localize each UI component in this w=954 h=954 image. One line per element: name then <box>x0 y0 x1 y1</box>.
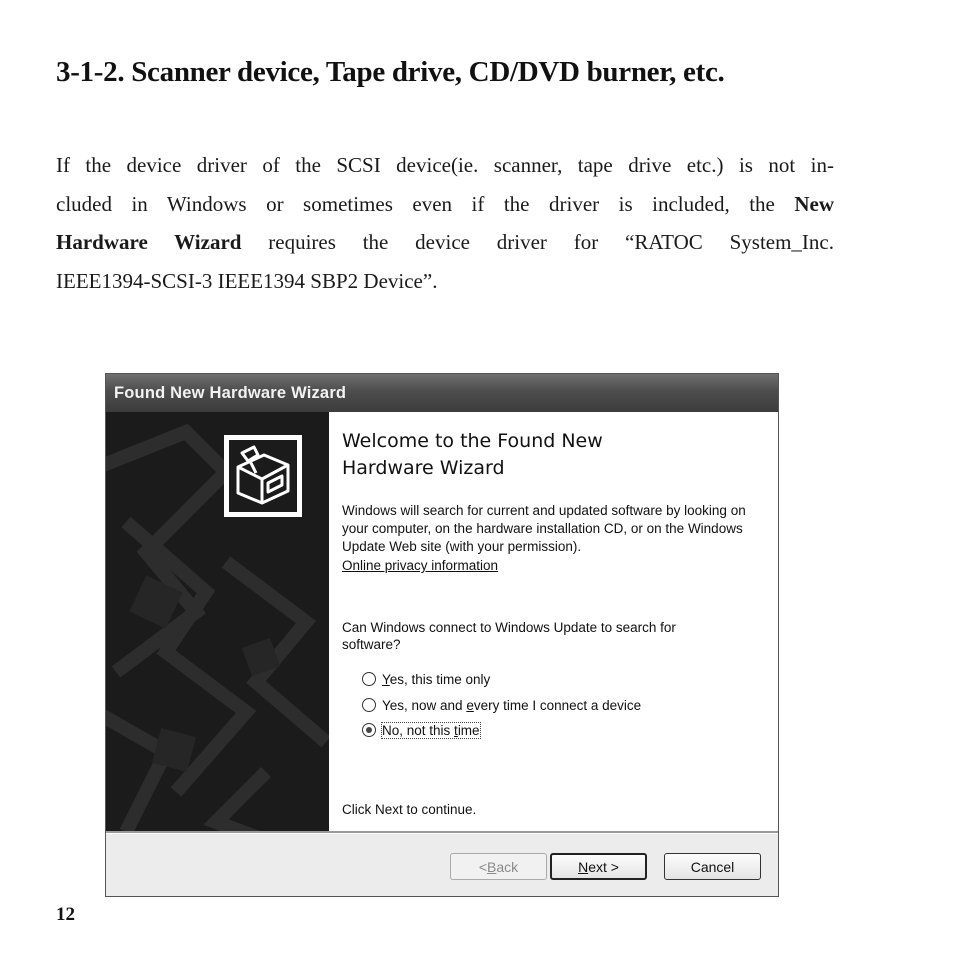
back-button-rest: ack <box>496 858 519 875</box>
option-2-text-post: very time I connect a device <box>473 697 642 713</box>
continue-instruction: Click Next to continue. <box>342 802 477 817</box>
option-no-not-this-time[interactable] <box>362 720 480 740</box>
wizard-description: Windows will search for current and updated software by looking on your computer, on the hardware installation CD, or on the Windows Update Web site (with your permission). <box>342 503 746 554</box>
option-yes-every-time[interactable] <box>362 695 641 715</box>
option-3-text-post: ime <box>457 722 480 738</box>
cancel-button[interactable]: Cancel <box>664 853 761 880</box>
wizard-side-panel <box>106 412 329 832</box>
body-line-4: IEEE1394-SCSI-3 IEEE1394 SBP2 Device”. <box>56 268 438 293</box>
body-bold-hardware-wizard: Hardware Wizard <box>56 230 242 254</box>
option-2-text-pre: Yes, now and <box>382 697 467 713</box>
body-line-3-text: requires the device driver for “RATOC System_Inc. <box>241 230 834 254</box>
body-line-2 <box>56 185 834 224</box>
option-no-not-this-time-label <box>382 723 480 738</box>
hardware-wizard-icon <box>224 435 302 517</box>
back-button-accelerator: B <box>487 858 497 875</box>
option-yes-this-time[interactable] <box>362 669 490 689</box>
radio-yes-this-time[interactable] <box>362 672 376 686</box>
radio-yes-every-time[interactable] <box>362 698 376 712</box>
privacy-link[interactable]: Online privacy information <box>342 558 499 573</box>
page-number: 12 <box>56 904 75 925</box>
wizard-title-line-2: Hardware Wizard <box>342 457 505 479</box>
option-3-text-pre: No, not this <box>382 722 455 738</box>
wizard-title-line-1: Welcome to the Found New <box>342 430 603 452</box>
body-bold-new: New <box>794 191 835 216</box>
body-line-1: If the device driver of the SCSI device(ie. scanner, tape drive etc.) is not in- <box>56 153 834 177</box>
body-paragraph <box>56 146 834 300</box>
radio-no-not-this-time[interactable] <box>362 723 376 737</box>
option-1-accelerator: Y <box>382 671 390 687</box>
option-yes-every-time-label <box>382 698 641 713</box>
update-question: Can Windows connect to Windows Update to search for software? <box>342 620 676 652</box>
body-line-3 <box>56 223 834 262</box>
dialog-titlebar[interactable] <box>106 374 778 412</box>
wizard-dialog <box>105 373 779 897</box>
option-2-accelerator: e <box>466 697 474 713</box>
option-3-accelerator: t <box>454 722 458 738</box>
next-button-rest: ext > <box>588 858 619 875</box>
next-button[interactable] <box>550 853 647 880</box>
section-heading: 3-1-2. Scanner device, Tape drive, CD/DVD burner, etc. <box>56 56 725 88</box>
dialog-title: Found New Hardware Wizard <box>114 384 347 402</box>
dialog-footer <box>106 834 778 897</box>
option-1-text-post: es, this time only <box>389 671 491 687</box>
option-yes-this-time-label <box>382 672 490 687</box>
next-button-accelerator: N <box>578 858 589 875</box>
wizard-content <box>329 412 778 832</box>
body-line-2-text: cluded in Windows or sometimes even if the driver is included, the <box>56 191 775 216</box>
wizard-title <box>342 428 762 482</box>
back-button[interactable] <box>450 853 547 880</box>
back-button-prefix: < <box>478 858 488 875</box>
